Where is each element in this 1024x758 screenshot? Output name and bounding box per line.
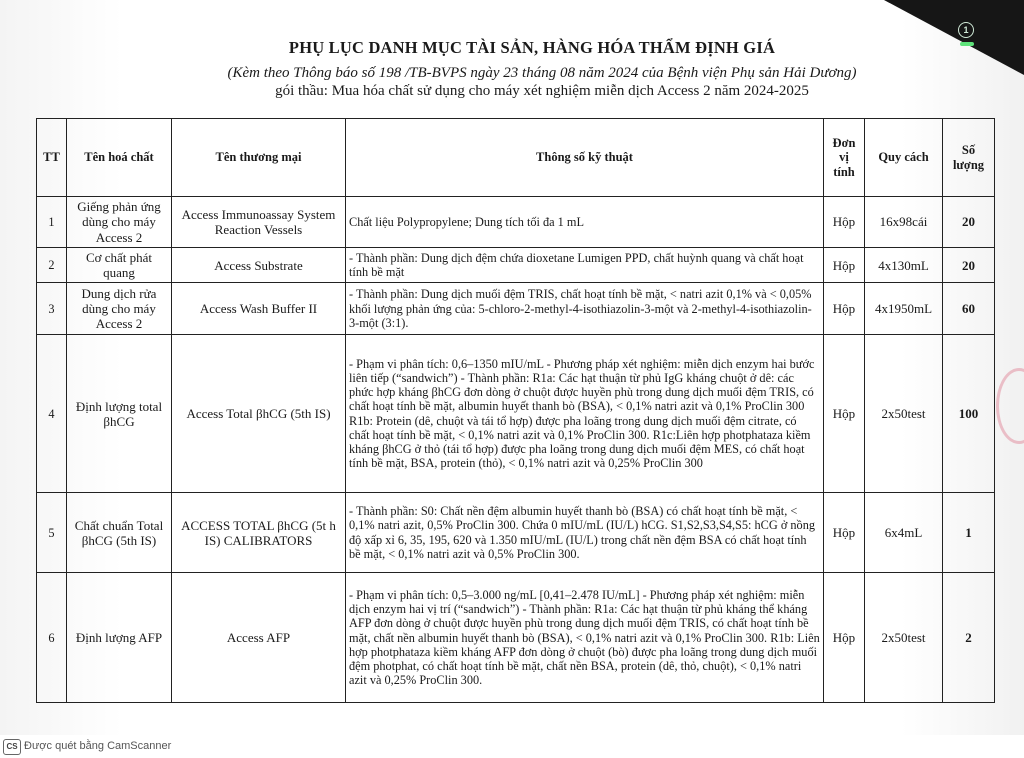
row-tt: 2: [37, 248, 67, 283]
row-packing: 6x4mL: [865, 493, 943, 573]
camscanner-logo-icon: CS: [3, 739, 21, 755]
scanner-watermark-text: Được quét bằng CamScanner: [24, 740, 172, 752]
row-trade-name: Access Immunoassay System Reaction Vessels: [172, 197, 346, 248]
row-specification: - Thành phần: Dung dịch muối đệm TRIS, chất hoạt tính bề mặt, < natri azit 0,1% và < 0,05% khối lượng phản ứng của: 5-chloro-2-methyl-4-isothiazolin-3-một và 2-methyl-4-isothiazolin-3-một (3:1).: [346, 283, 824, 335]
row-quantity: 1: [943, 493, 995, 573]
row-packing: 16x98cái: [865, 197, 943, 248]
row-specification: - Thành phần: S0: Chất nền đệm albumin huyết thanh bò (BSA) có chất hoạt tính bề mặt, < 0,1% natri azit, 0,5% ProClin 300. Chứa 0 mIU/mL (IU/L) hCG. S1,S2,S3,S4,S5: hCG ở nồng độ xấp xỉ 6, 35, 195, 620 và 1.350 mIU/mL (IU/L) trong chất nền đệm BSA có chất hoạt tính bề mặt, < 0,1% natri azit và 0,5% ProClin 300.: [346, 493, 824, 573]
header-packing: Quy cách: [865, 119, 943, 197]
table-row: [37, 573, 995, 703]
row-quantity: 20: [943, 248, 995, 283]
row-chemical-name: Định lượng total βhCG: [67, 335, 172, 493]
row-unit: Hộp: [824, 335, 865, 493]
table-row: [37, 335, 995, 493]
document-subtitle: (Kèm theo Thông báo số 198 /TB-BVPS ngày 23 tháng 08 năm 2024 của Bệnh viện Phụ sản Hải Dương): [227, 65, 857, 81]
notification-badge: 1: [958, 22, 974, 38]
row-chemical-name: Dung dịch rửa dùng cho máy Access 2: [67, 283, 172, 335]
row-trade-name: Access AFP: [172, 573, 346, 703]
row-trade-name: Access Wash Buffer II: [172, 283, 346, 335]
row-tt: 3: [37, 283, 67, 335]
row-packing: 4x1950mL: [865, 283, 943, 335]
row-packing: 4x130mL: [865, 248, 943, 283]
row-unit: Hộp: [824, 197, 865, 248]
row-trade-name: Access Total βhCG (5th IS): [172, 335, 346, 493]
row-unit: Hộp: [824, 248, 865, 283]
row-unit: Hộp: [824, 573, 865, 703]
package-line: gói thầu: Mua hóa chất sử dụng cho máy xét nghiệm miễn dịch Access 2 năm 2024-2025: [275, 83, 809, 99]
row-unit: Hộp: [824, 283, 865, 335]
row-specification: Chất liệu Polypropylene; Dung tích tối đa 1 mL: [346, 197, 824, 248]
table-row: [37, 493, 995, 573]
row-chemical-name: Chất chuẩn Total βhCG (5th IS): [67, 493, 172, 573]
table-row: [37, 248, 995, 283]
row-trade-name: ACCESS TOTAL βhCG (5t h IS) CALIBRATORS: [172, 493, 346, 573]
row-unit: Hộp: [824, 493, 865, 573]
row-specification: - Thành phần: Dung dịch đệm chứa dioxetane Lumigen PPD, chất huỳnh quang và chất hoạt tính bề mặt: [346, 248, 824, 283]
row-packing: 2x50test: [865, 335, 943, 493]
row-specification: - Phạm vi phân tích: 0,5–3.000 ng/mL [0,41–2.478 IU/mL] - Phương pháp xét nghiệm: miễn dịch enzym hai vị trí (“sandwich”) - Thành phần: R1a: Các hạt thuận từ phủ kháng thể kháng AFP đơn dòng ở chuột được huyền phù trong dung dịch muối đệm TRIS, có chất hoạt tính bề mặt, chất nền albumin huyết thanh bò (BSA), < 0,1% natri azit và 0,1% ProClin 300. R1b: Liên hợp photphataza kiềm kháng AFP đơn dòng ở chuột (bò) được pha loãng trong dung dịch muối đệm photphat, có chất hoạt tính bề mặt, chất nền BSA, protein (dê, thỏ, chuột), < 0,1% natri azit và 0,25% ProClin 300.: [346, 573, 824, 703]
row-quantity: 60: [943, 283, 995, 335]
row-quantity: 20: [943, 197, 995, 248]
row-tt: 5: [37, 493, 67, 573]
header-trade-name: Tên thương mại: [172, 119, 346, 197]
row-chemical-name: Giếng phản ứng dùng cho máy Access 2: [67, 197, 172, 248]
asset-table: [36, 118, 995, 703]
row-chemical-name: Cơ chất phát quang: [67, 248, 172, 283]
header-unit: Đơn vị tính: [824, 119, 865, 197]
document-title: PHỤ LỤC DANH MỤC TÀI SẢN, HÀNG HÓA THẨM ĐỊNH GIÁ: [288, 38, 776, 57]
row-tt: 1: [37, 197, 67, 248]
table-header-row: [37, 119, 995, 197]
header-quantity: Số lượng: [943, 119, 995, 197]
document-header: [0, 38, 1024, 100]
row-trade-name: Access Substrate: [172, 248, 346, 283]
header-tt: TT: [37, 119, 67, 197]
row-tt: 6: [37, 573, 67, 703]
row-packing: 2x50test: [865, 573, 943, 703]
header-chemical-name: Tên hoá chất: [67, 119, 172, 197]
header-specification: Thông số kỹ thuật: [346, 119, 824, 197]
table-row: [37, 197, 995, 248]
row-quantity: 2: [943, 573, 995, 703]
scanner-footer: [0, 735, 1024, 758]
row-tt: 4: [37, 335, 67, 493]
row-specification: - Phạm vi phân tích: 0,6–1350 mIU/mL - Phương pháp xét nghiệm: miễn dịch enzym hai bước liên tiếp (“sandwich”) - Thành phần: R1a: Các hạt thuận từ phủ IgG kháng chuột ở dê: các phức hợp kháng βhCG đơn dòng ở chuột được huyền phù trong dung dịch muối đệm TRIS, có chất hoạt tính bề mặt, albumin huyết thanh bò (BSA), < 0,1% natri azit và 0,1% ProClin 300 R1b: Protein (dê, chuột và tái tổ hợp) được pha loãng trong dung dịch muối đệm citrate, có chất hoạt tính bề mặt, < 0,1% natri azit và 0,1% ProClin 300. R1c:Liên hợp photphataza kiềm kháng βhCG ở thỏ (tái tổ hợp) được pha loãng trong dung dịch muối đệm MES, có chất hoạt tính bề mặt, BSA, protein (thỏ), < 0,1% natri azit và 0,25% ProClin 300: [346, 335, 824, 493]
table-row: [37, 283, 995, 335]
row-chemical-name: Định lượng AFP: [67, 573, 172, 703]
row-quantity: 100: [943, 335, 995, 493]
